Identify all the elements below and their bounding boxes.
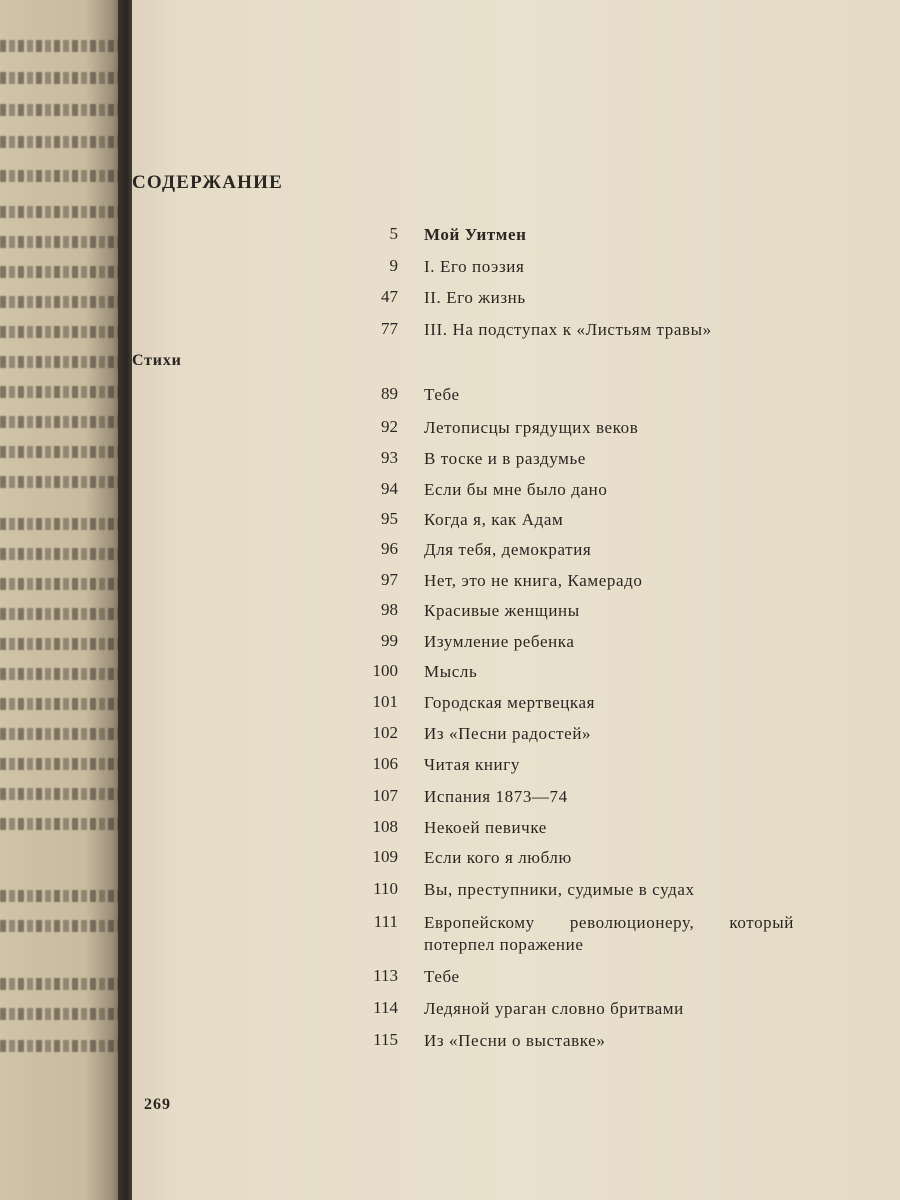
toc-entry (132, 417, 832, 441)
toc-page-number: 107 (372, 786, 398, 805)
toc-entry-title: Ледяной ураган словно бритвами (424, 999, 684, 1018)
toc-entry-title: Тебе (424, 385, 460, 404)
toc-page-number: 102 (372, 723, 398, 742)
page-number: 269 (144, 1096, 171, 1113)
toc-page-number: 47 (381, 287, 398, 306)
toc-entry-title: Городская мертвецкая (424, 693, 596, 712)
toc-entry-title: Тебе (424, 967, 460, 986)
toc-page-number: 111 (373, 912, 398, 931)
toc-entry-title: Если бы мне было дано (424, 480, 608, 499)
toc-entry (132, 692, 832, 716)
toc-entry-title: Читая книгу (424, 755, 520, 774)
toc-entry (132, 570, 832, 594)
toc-entry-title: Если кого я люблю (424, 848, 572, 867)
toc-page-number: 108 (372, 817, 398, 836)
toc-entry (132, 224, 832, 248)
toc-entry (132, 631, 832, 655)
toc-entry-title: Из «Песни радостей» (424, 724, 592, 743)
toc-page-number: 5 (389, 224, 398, 243)
toc-entry (132, 600, 832, 624)
toc-page-number: 113 (373, 966, 398, 985)
toc-entry-title: Мысль (424, 662, 478, 681)
toc-entry-title: В тоске и в раздумье (424, 449, 586, 468)
toc-entry (132, 754, 832, 778)
toc-entry-title: Некоей певичке (424, 818, 547, 837)
toc-entry-title: Из «Песни о выставке» (424, 1031, 606, 1050)
toc-entry (132, 786, 832, 810)
toc-page-number: 101 (372, 692, 398, 711)
page-title: СОДЕРЖАНИЕ (132, 172, 283, 193)
toc-entry (132, 319, 832, 343)
section-heading: Стихи (132, 352, 182, 369)
toc-entry (132, 661, 832, 685)
toc-page-number: 92 (381, 417, 398, 436)
toc-entry (132, 847, 832, 871)
toc-page-number: 9 (389, 256, 398, 275)
toc-page-number: 114 (373, 998, 398, 1017)
toc-page-number: 99 (381, 631, 398, 650)
toc-page-number: 89 (381, 384, 398, 403)
toc-entry-title: I. Его поэзия (424, 257, 525, 276)
toc-entry (132, 723, 832, 747)
toc-entry-title: Европейскому революционеру, который потерпел поражение (424, 913, 794, 954)
toc-entry (132, 539, 832, 563)
toc-page-number: 77 (381, 319, 398, 338)
toc-entry-title: Красивые женщины (424, 601, 580, 620)
toc-entry (132, 287, 832, 311)
toc-entry-title: Летописцы грядущих веков (424, 418, 639, 437)
toc-entry (132, 256, 832, 280)
toc-entry (132, 912, 832, 960)
toc-entry-title: Для тебя, демократия (424, 540, 592, 559)
toc-page-number: 96 (381, 539, 398, 558)
toc-entry-title: II. Его жизнь (424, 288, 526, 307)
toc-page-number: 94 (381, 479, 398, 498)
toc-entry (132, 384, 832, 408)
toc-entry-title: III. На подступах к «Листьям травы» (424, 320, 712, 339)
toc-entry-title: Вы, преступники, судимые в судах (424, 880, 695, 899)
toc-page-number: 109 (372, 847, 398, 866)
toc-entry (132, 448, 832, 472)
toc-entry-title: Когда я, как Адам (424, 510, 564, 529)
toc-entry (132, 1030, 832, 1054)
toc-entry-title: Испания 1873—74 (424, 787, 568, 806)
toc-page-number: 110 (373, 879, 398, 898)
toc-page-number: 95 (381, 509, 398, 528)
toc-entry-title: Мой Уитмен (424, 225, 527, 244)
facing-page-edge (0, 0, 122, 1200)
toc-entry (132, 879, 832, 903)
toc-page-number: 97 (381, 570, 398, 589)
toc-entry (132, 509, 832, 533)
toc-entry-title: Изумление ребенка (424, 632, 575, 651)
contents-page (132, 0, 900, 1200)
toc-entry (132, 479, 832, 503)
toc-page-number: 115 (373, 1030, 398, 1049)
toc-page-number: 98 (381, 600, 398, 619)
toc-page-number: 93 (381, 448, 398, 467)
toc-entry-title: Нет, это не книга, Камерадо (424, 571, 643, 590)
toc-page-number: 106 (372, 754, 398, 773)
toc-entry (132, 817, 832, 841)
toc-page-number: 100 (372, 661, 398, 680)
toc-entry (132, 998, 832, 1022)
toc-entry (132, 966, 832, 990)
